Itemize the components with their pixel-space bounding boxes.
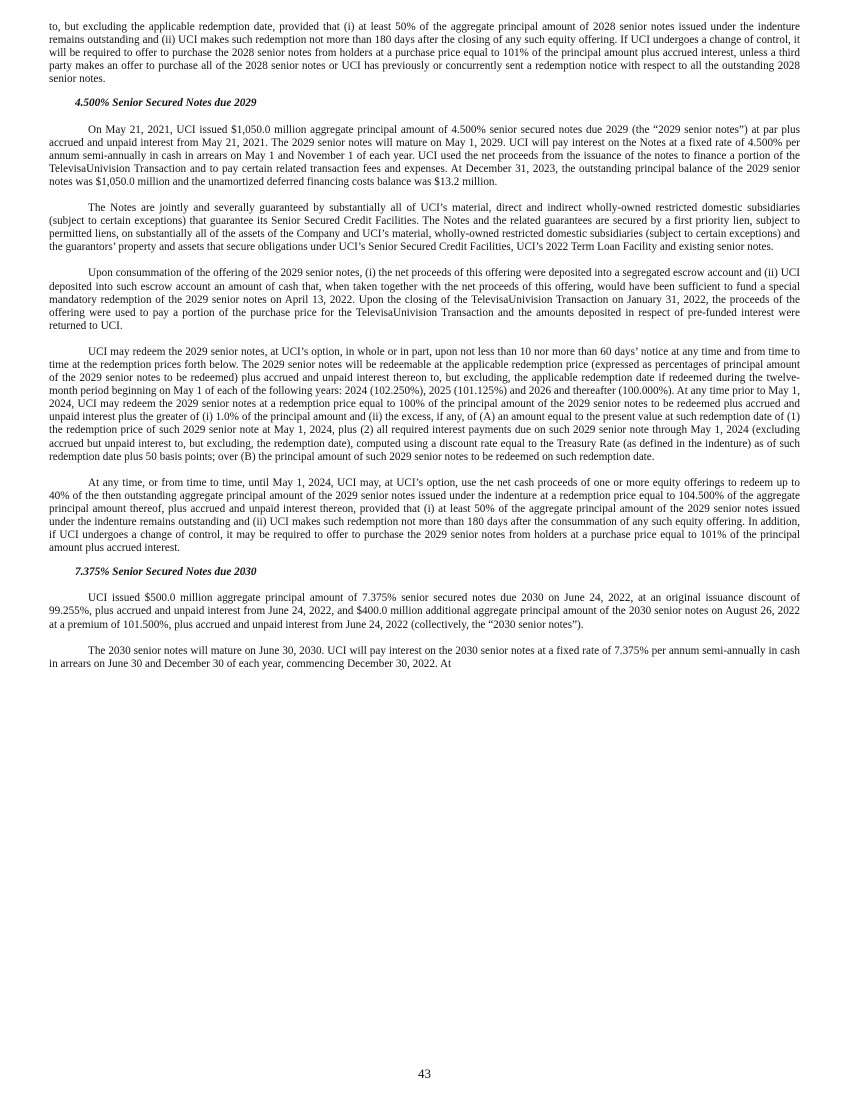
paragraph-2030-maturity: The 2030 senior notes will mature on June 30, 2030. UCI will pay interest on the 2030 senior notes at a fixed rate of 7.375% per annum semi-annually in cash in arrears on June 30 and December 30 of each year, commencing December 30, 2022. At bbox=[49, 644, 800, 670]
section-heading-2029-notes: 4.500% Senior Secured Notes due 2029 bbox=[75, 97, 257, 110]
paragraph-2029-issuance: On May 21, 2021, UCI issued $1,050.0 million aggregate principal amount of 4.500% senior secured notes due 2029 (the “2029 senior notes”) at par plus accrued and unpaid interest from May 21, 2021. The 2029 senior notes will mature on May 1, 2029. UCI will pay interest on the Notes at a fixed rate of 4.500% per annum semi-annually in cash in arrears on May 1 and November 1 of each year. UCI used the net proceeds from the issuance of the notes to finance a portion of the TelevisaUnivision Transaction and to pay certain related transaction fees and expenses. At December 31, 2023, the outstanding principal balance of the 2029 senior notes was $1,050.0 million and the unamortized deferred financing costs balance was $13.2 million. bbox=[49, 123, 800, 188]
paragraph-2029-optional-redemption: UCI may redeem the 2029 senior notes, at UCI’s option, in whole or in part, upon not less than 10 nor more than 60 days’ notice at any time and from time to time at the redemption prices forth below. The 2029 senior notes will be redeemable at the applicable redemption price (expressed as percentages of principal amount of the 2029 senior notes to be redeemed) plus accrued and unpaid interest thereon to, but excluding, the applicable redemption date if redeemed during the twelve-month period beginning on May 1 of each of the following years: 2024 (102.250%), 2025 (101.125%) and 2026 and thereafter (100.000%). At any time prior to May 1, 2024, UCI may redeem the 2029 senior notes at a redemption price equal to 100% of the principal amount of the 2029 senior notes to be redeemed plus accrued and unpaid interest plus the greater of (i) 1.0% of the principal amount and (ii) the excess, if any, of (A) an amount equal to the present value at such redemption date of (1) the redemption price of such 2029 senior note at May 1, 2024, plus (2) all required interest payments due on such 2029 senior note through May 1, 2024 (excluding accrued but unpaid interest to, but excluding, the redemption date), computed using a discount rate equal to the Treasury Rate (as defined in the indenture) as of such redemption date plus 50 basis points; over (B) the principal amount of such 2029 senior notes to be redeemed on such redemption date. bbox=[49, 345, 800, 463]
paragraph-2029-escrow: Upon consummation of the offering of the 2029 senior notes, (i) the net proceeds of this offering were deposited into a segregated escrow account and (ii) UCI deposited into such escrow account an amount of cash that, when taken together with the net proceeds of this offering, would have been sufficient to fund a special mandatory redemption of the 2029 senior notes on April 13, 2022. Upon the closing of the TelevisaUnivision Transaction on January 31, 2022, the proceeds of the offering were used to pay a portion of the purchase price for the TelevisaUnivision Transaction and the amounts deposited in respect of pre-funded interest were returned to UCI. bbox=[49, 267, 800, 332]
paragraph-2028-redemption-continued: to, but excluding the applicable redemption date, provided that (i) at least 50% of the aggregate principal amount of 2028 senior notes issued under the indenture remains outstanding and (ii) UCI makes such redemption not more than 180 days after the closing of any such equity offering. If UCI undergoes a change of control, it will be required to offer to purchase the 2028 senior notes from holders at a purchase price equal to 101% of the principal amount plus accrued interest, unless a third party makes an offer to purchase all of the 2028 senior notes or UCI has previously or concurrently sent a redemption notice with respect to all the outstanding 2028 senior notes. bbox=[49, 21, 800, 86]
document-page bbox=[49, 21, 800, 671]
page-number: 43 bbox=[418, 1066, 431, 1081]
paragraph-2029-equity-clawback: At any time, or from time to time, until May 1, 2024, UCI may, at UCI’s option, use the net cash proceeds of one or more equity offerings to redeem up to 40% of the then outstanding aggregate principal amount of the 2029 senior notes issued under the indenture at a redemption price equal to 104.500% of the aggregate principal amount thereof, plus accrued and unpaid interest thereon, provided that (i) at least 50% of the aggregate principal amount of the 2029 senior notes issued under the indenture remains outstanding and (ii) UCI makes such redemption not more than 180 days after the consummation of any such equity offering. In addition, if UCI undergoes a change of control, it may be required to offer to purchase the 2029 senior notes from holders at a purchase price equal to 101% of the principal amount plus accrued interest. bbox=[49, 476, 800, 555]
paragraph-2030-issuance: UCI issued $500.0 million aggregate principal amount of 7.375% senior secured notes due 2030 on June 24, 2022, at an original issuance discount of 99.255%, plus accrued and unpaid interest from June 24, 2022, and $400.0 million additional aggregate principal amount of the 2030 senior notes on August 26, 2022 at a premium of 101.500%, plus accrued and unpaid interest from June 24, 2022 (collectively, the “2030 senior notes”). bbox=[49, 592, 800, 631]
paragraph-2029-guarantees: The Notes are jointly and severally guaranteed by substantially all of UCI’s material, direct and indirect wholly-owned restricted domestic subsidiaries (subject to certain exceptions) that guarantee its Senior Secured Credit Facilities. The Notes and the related guarantees are secured by a first priority lien, subject to permitted liens, on substantially all of the assets of the Company and UCI’s material, wholly-owned restricted domestic subsidiaries (subject to certain exceptions) and the guarantors’ property and assets that secure obligations under UCI’s Senior Secured Credit Facilities, UCI’s 2022 Term Loan Facility and existing senior notes. bbox=[49, 202, 800, 254]
section-heading-2030-notes: 7.375% Senior Secured Notes due 2030 bbox=[75, 566, 257, 579]
